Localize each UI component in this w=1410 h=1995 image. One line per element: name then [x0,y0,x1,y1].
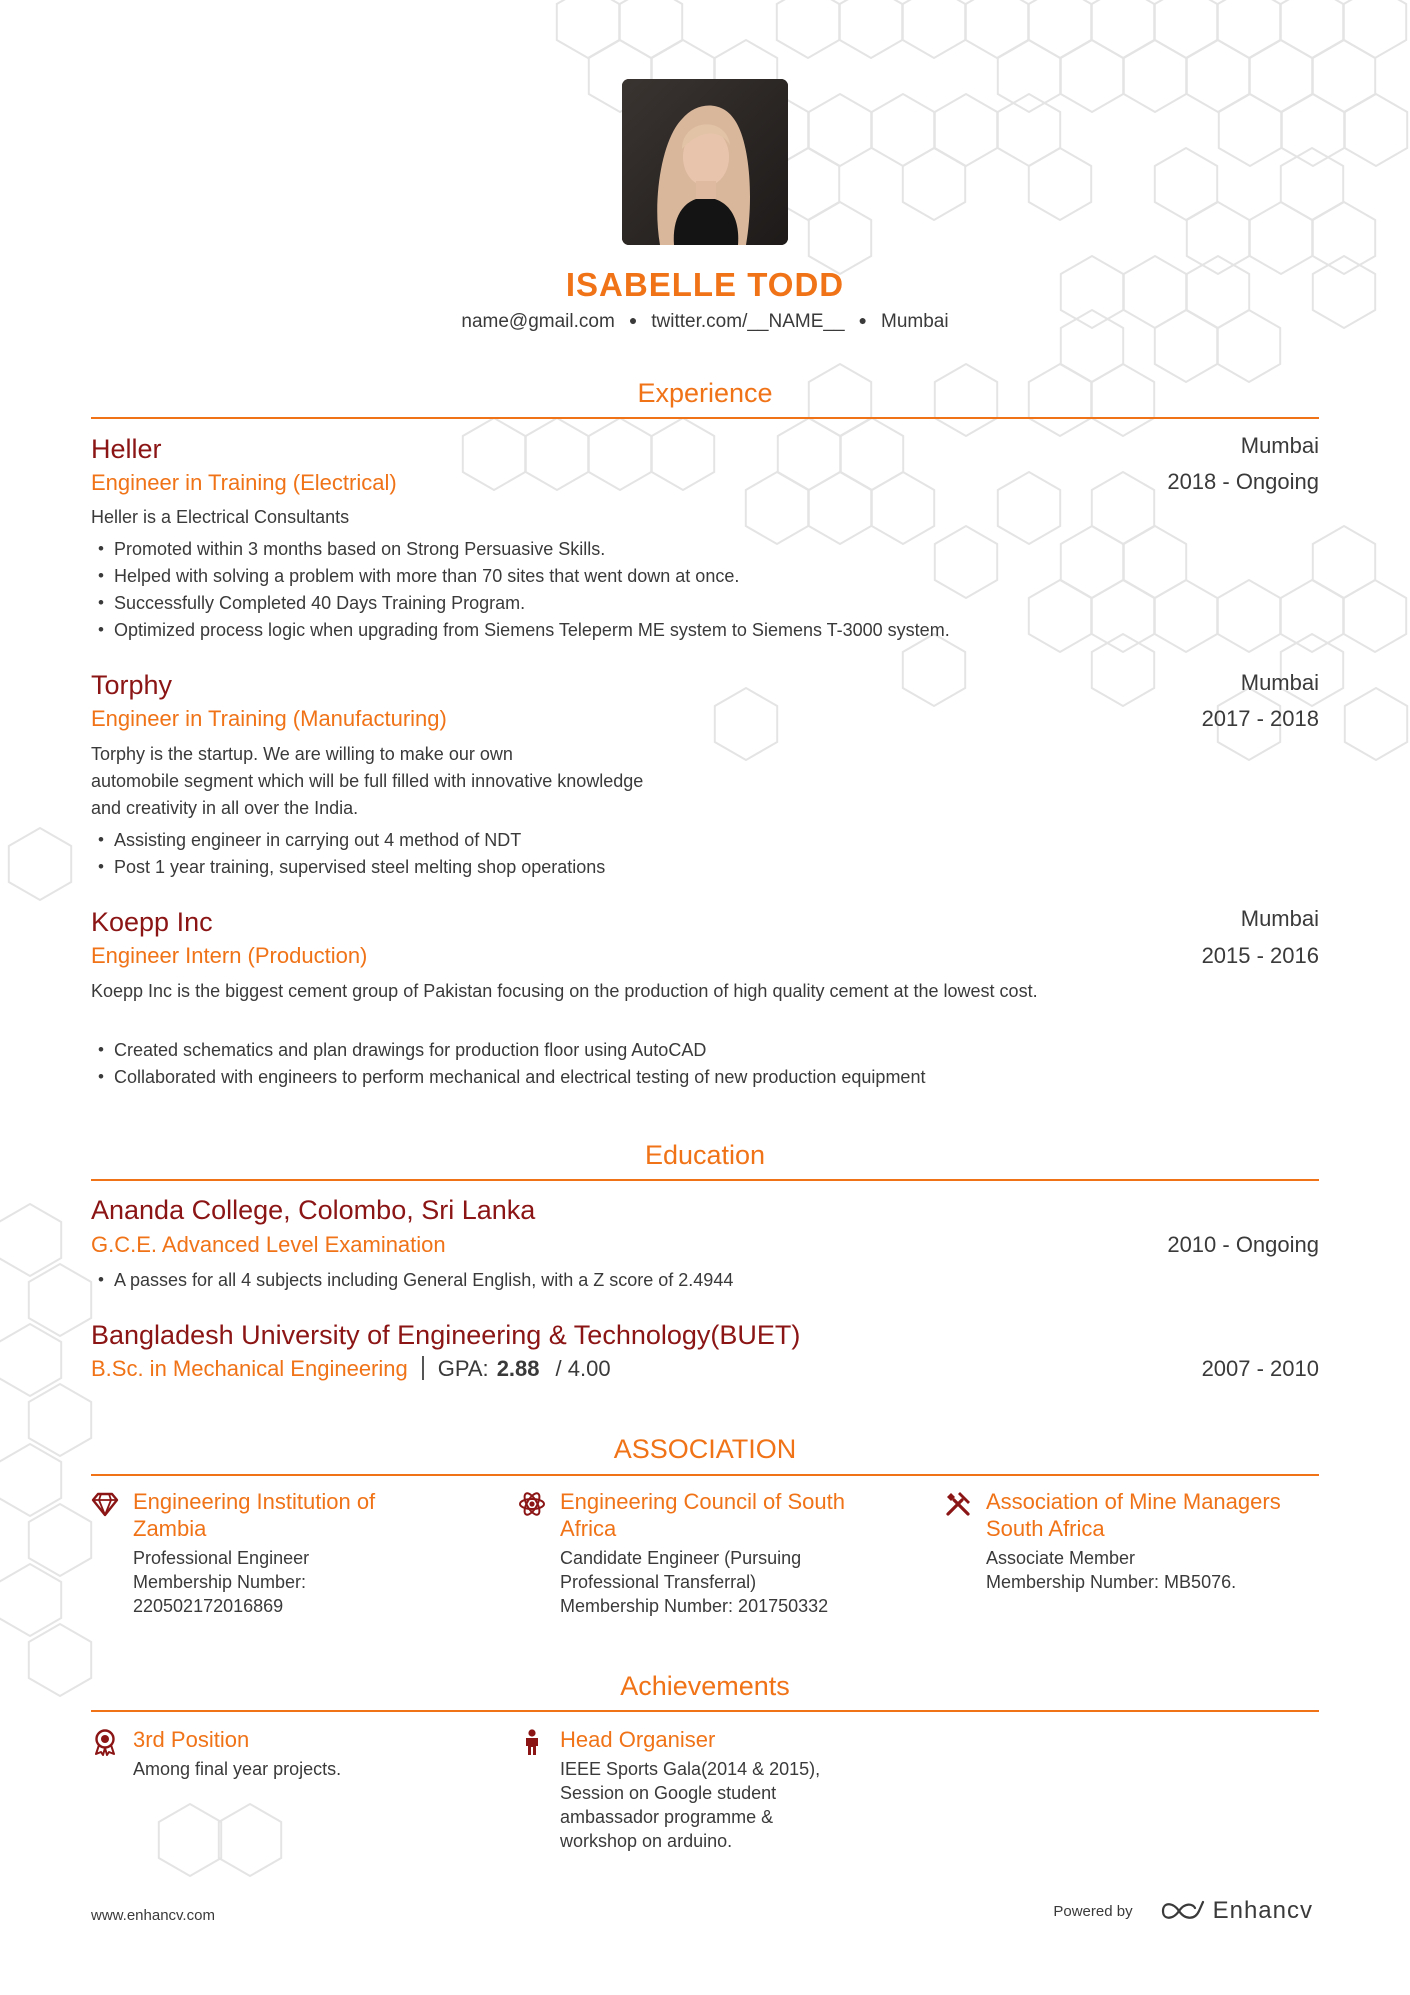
gpa-value: 2.88 [496,1356,540,1381]
gpa-max: / 4.00 [555,1356,611,1381]
association-item [91,1488,471,1618]
powered-by-label: Powered by [1053,1902,1133,1920]
job-role: Engineer in Training (Manufacturing) [91,706,447,731]
achievement-list [91,1267,733,1294]
job-dates: 2017 - 2018 [1201,706,1319,731]
detail-line: Candidate Engineer (Pursuing [560,1548,802,1568]
profile-photo [622,79,788,245]
association-item [944,1488,1324,1594]
experience-section-title: Experience [637,378,773,408]
detail-line: workshop on arduino. [560,1831,733,1851]
job-dates: 2015 - 2016 [1201,943,1319,968]
company-description [91,504,349,531]
achievement-item [91,1726,471,1781]
description-line: Koepp Inc is the biggest cement group of Pakistan focusing on the production of high quality cement at the lowest cost. [91,981,1038,1001]
tools-icon [944,1490,972,1518]
company-name: Torphy [91,670,173,700]
description-line: Heller is a Electrical Consultants [91,507,350,527]
degree-gpa-line [91,1356,611,1382]
detail-line: Membership Number: 201750332 [560,1596,829,1616]
description-line: automobile segment which will be full filled with innovative knowledge [91,771,644,791]
list-item: • Helped with solving a problem with more than 70 sites that went down at once. [91,563,950,590]
section-divider [91,1474,1319,1476]
job-role: Engineer in Training (Electrical) [91,470,397,495]
enhancv-logo-icon [1159,1898,1205,1924]
vertical-divider [422,1356,424,1380]
list-item: • Post 1 year training, supervised steel melting shop operations [91,854,605,881]
achievement-list [91,827,605,881]
association-title [560,1488,898,1542]
title-line: Engineering Institution of [133,1489,376,1514]
detail-line: 220502172016869 [133,1596,284,1616]
association-section-title: ASSOCIATION [613,1434,797,1464]
education-dates: 2010 - Ongoing [1167,1232,1319,1257]
association-title [133,1488,471,1542]
medal-icon [91,1728,119,1756]
detail-line: Associate Member [986,1548,1136,1568]
email-text[interactable]: name@gmail.com [461,311,615,332]
person-icon [518,1728,546,1756]
list-item: • Promoted within 3 months based on Strong Persuasive Skills. [91,536,950,563]
achievement-list [91,536,950,644]
association-details [986,1546,1324,1594]
school-name: Bangladesh University of Engineering & Technology(BUET) [91,1320,801,1350]
achievement-title [560,1726,898,1753]
detail-line: Session on Google student [560,1783,777,1803]
footer-branding [1053,1897,1313,1925]
title-line: Africa [560,1516,617,1541]
detail-line: Among final year projects. [133,1759,342,1779]
company-name: Heller [91,434,162,464]
degree-name: B.Sc. in Mechanical Engineering [91,1356,408,1381]
list-item: • Optimized process logic when upgrading from Siemens Teleperm ME system to Siemens T-3000 system. [91,617,950,644]
detail-line: IEEE Sports Gala(2014 & 2015), [560,1759,821,1779]
section-divider [91,1179,1319,1181]
separator-dot: ● [858,312,867,328]
candidate-name: ISABELLE TODD [565,266,845,303]
company-name: Koepp Inc [91,907,213,937]
description-line: and creativity in all over the India. [91,798,359,818]
title-line: Association of Mine Managers [986,1489,1281,1514]
education-section-title: Education [644,1140,766,1170]
title-line: 3rd Position [133,1727,250,1752]
achievement-item [518,1726,898,1853]
description-line: Torphy is the startup. We are willing to make our own [91,744,513,764]
association-title [986,1488,1324,1542]
atom-icon [518,1490,546,1518]
job-location: Mumbai [1240,906,1319,931]
detail-line: Membership Number: [133,1572,307,1592]
job-role: Engineer Intern (Production) [91,943,368,968]
detail-line: ambassador programme & [560,1807,774,1827]
portrait-image [622,79,788,245]
contact-line [0,311,1410,333]
footer-website-link[interactable]: www.enhancv.com [91,1907,215,1924]
title-line: Zambia [133,1516,207,1541]
detail-line: Professional Transferral) [560,1572,757,1592]
location-text: Mumbai [881,311,949,332]
achievement-details [133,1757,471,1781]
title-line: Head Organiser [560,1727,716,1752]
job-location: Mumbai [1240,433,1319,458]
achievement-title [133,1726,471,1753]
achievements-section-title: Achievements [620,1671,790,1701]
achievement-list [91,1037,925,1091]
education-dates: 2007 - 2010 [1201,1356,1319,1381]
association-item [518,1488,898,1618]
achievement-details [560,1757,898,1853]
association-details [133,1546,471,1618]
separator-dot: ● [628,312,638,328]
school-name: Ananda College, Colombo, Sri Lanka [91,1195,536,1225]
list-item: • A passes for all 4 subjects including General English, with a Z score of 2.4944 [91,1267,733,1294]
section-divider [91,417,1319,419]
diamond-icon [91,1490,119,1518]
section-divider [91,1710,1319,1712]
list-item: • Collaborated with engineers to perform mechanical and electrical testing of new production equipment [91,1064,925,1091]
list-item: • Created schematics and plan drawings for production floor using AutoCAD [91,1037,925,1064]
brand-name: Enhancv [1212,1897,1313,1924]
degree-name: G.C.E. Advanced Level Examination [91,1232,446,1257]
job-location: Mumbai [1240,670,1319,695]
detail-line: Membership Number: MB5076. [986,1572,1237,1592]
company-description [91,978,1038,1005]
company-description [91,741,643,822]
association-details [560,1546,898,1618]
gpa-label: GPA: [437,1356,489,1381]
job-dates: 2018 - Ongoing [1167,469,1319,494]
twitter-link[interactable]: twitter.com/__NAME__ [651,311,845,332]
title-line: Engineering Council of South [560,1489,845,1514]
list-item: • Assisting engineer in carrying out 4 method of NDT [91,827,605,854]
title-line: South Africa [986,1516,1105,1541]
list-item: • Successfully Completed 40 Days Training Program. [91,590,950,617]
detail-line: Professional Engineer [133,1548,310,1568]
